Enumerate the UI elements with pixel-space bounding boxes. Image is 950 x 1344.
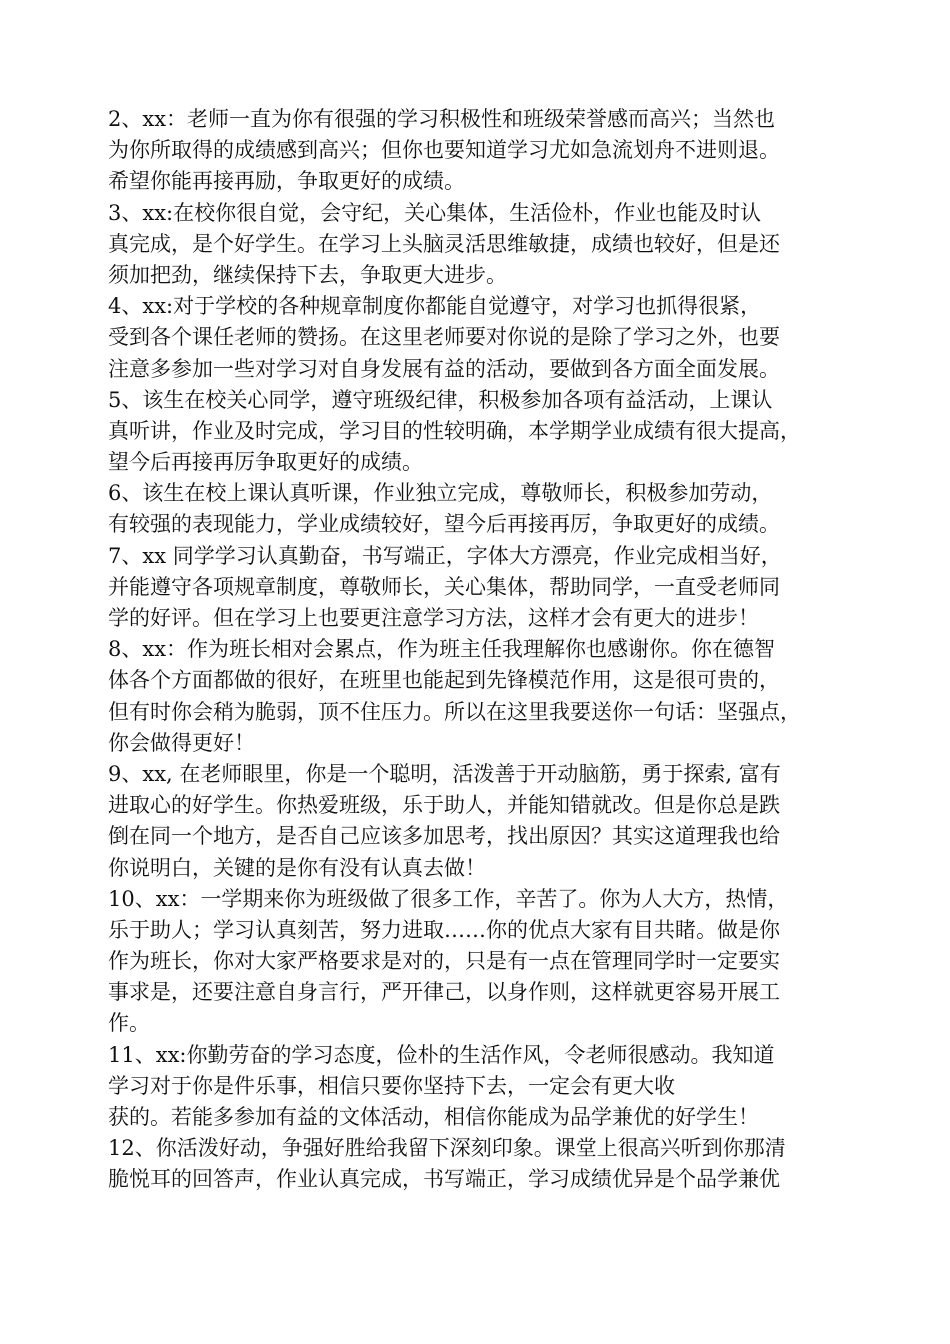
- text-line: 须加把劲，继续保持下去，争取更大进步。: [108, 262, 507, 287]
- text-line: 获的。若能多参加有益的文体活动，相信你能成为品学兼优的好学生！: [108, 1105, 759, 1129]
- text-line: 4、xx:对于学校的各种规章制度你都能自觉遵守，对学习也抓得很紧，: [108, 294, 762, 319]
- text-line: 学的好评。但在学习上也要更注意学习方法，这样才会有更大的进步！: [108, 606, 759, 630]
- text-line: 并能遵守各项规章制度，尊敬师长，关心集体，帮助同学，一直受老师同: [108, 574, 780, 599]
- text-line: 真听讲，作业及时完成，学习目的性较明确，本学期学业成绩有很大提高，: [108, 418, 801, 443]
- document-body: [108, 104, 868, 1196]
- text-line: 望今后再接再厉争取更好的成绩。: [108, 450, 423, 475]
- text-line: 你说明白，关键的是你有没有认真去做！: [108, 855, 486, 880]
- text-line: 7、xx 同学学习认真勤奋，书写端正，字体大方漂亮，作业完成相当好，: [108, 543, 782, 568]
- text-line: 11、xx:你勤劳奋的学习态度，俭朴的生活作风，令老师很感动。我知道: [108, 1042, 775, 1067]
- text-line: 6、该生在校上课认真听课，作业独立完成，尊敬师长，积极参加劳动，: [108, 481, 773, 506]
- text-line: 2、xx：老师一直为你有很强的学习积极性和班级荣誉感而高兴；当然也: [108, 107, 776, 131]
- text-line: 3、xx:在校你很自觉，会守纪，关心集体，生活俭朴，作业也能及时认: [108, 200, 762, 225]
- text-line: 你会做得更好！: [108, 730, 255, 755]
- text-line: 受到各个课任老师的赞扬。在这里老师要对你说的是除了学习之外，也要: [108, 325, 780, 350]
- text-line: 9、xx, 在老师眼里，你是一个聪明，活泼善于开动脑筋，勇于探索, 富有: [108, 761, 781, 786]
- text-line: 注意多参加一些对学习对自身发展有益的活动，要做到各方面全面发展。: [108, 356, 780, 381]
- text-line: 脆悦耳的回答声，作业认真完成，书写端正，学习成绩优异是个品学兼优: [108, 1167, 780, 1192]
- text-line: 作为班长，你对大家严格要求是对的，只是有一点在管理同学时一定要实: [108, 949, 780, 974]
- text-line: 为你所取得的成绩感到高兴；但你也要知道学习尤如急流划舟不进则退。: [108, 138, 780, 163]
- text-line: 倒在同一个地方，是否自己应该多加思考，找出原因？其实这道理我也给: [108, 824, 780, 849]
- text-line: 5、该生在校关心同学，遵守班级纪律，积极参加各项有益活动，上课认: [108, 387, 773, 412]
- text-line: 学习对于你是件乐事，相信只要你坚持下去，一定会有更大收: [108, 1073, 675, 1098]
- text-line: 作。: [108, 1011, 150, 1036]
- text-line: 希望你能再接再励，争取更好的成绩。: [108, 169, 465, 194]
- text-line: 事求是，还要注意自身言行，严开律己，以身作则，这样就更容易开展工: [108, 980, 780, 1005]
- text-line: 真完成，是个好学生。在学习上头脑灵活思维敏捷，成绩也较好，但是还: [108, 231, 780, 256]
- text-line: 12、你活泼好动，争强好胜给我留下深刻印象。课堂上很高兴听到你那清: [108, 1136, 786, 1161]
- text-line: 8、xx：作为班长相对会累点，作为班主任我理解你也感谢你。你在德智: [108, 637, 776, 662]
- text-line: 乐于助人；学习认真刻苦，努力进取……你的优点大家有目共睹。做是你: [108, 917, 780, 942]
- text-line: 10、xx：一学期来你为班级做了很多工作，辛苦了。你为人大方，热情，: [108, 886, 789, 911]
- text-line: 体各个方面都做的很好，在班里也能起到先锋模范作用，这是很可贵的，: [108, 668, 780, 693]
- text-line: 有较强的表现能力，学业成绩较好，望今后再接再厉，争取更好的成绩。: [108, 512, 780, 537]
- text-line: 但有时你会稍为脆弱，顶不住压力。所以在这里我要送你一句话：坚强点，: [108, 699, 801, 724]
- text-line: 进取心的好学生。你热爱班级，乐于助人，并能知错就改。但是你总是跌: [108, 793, 780, 818]
